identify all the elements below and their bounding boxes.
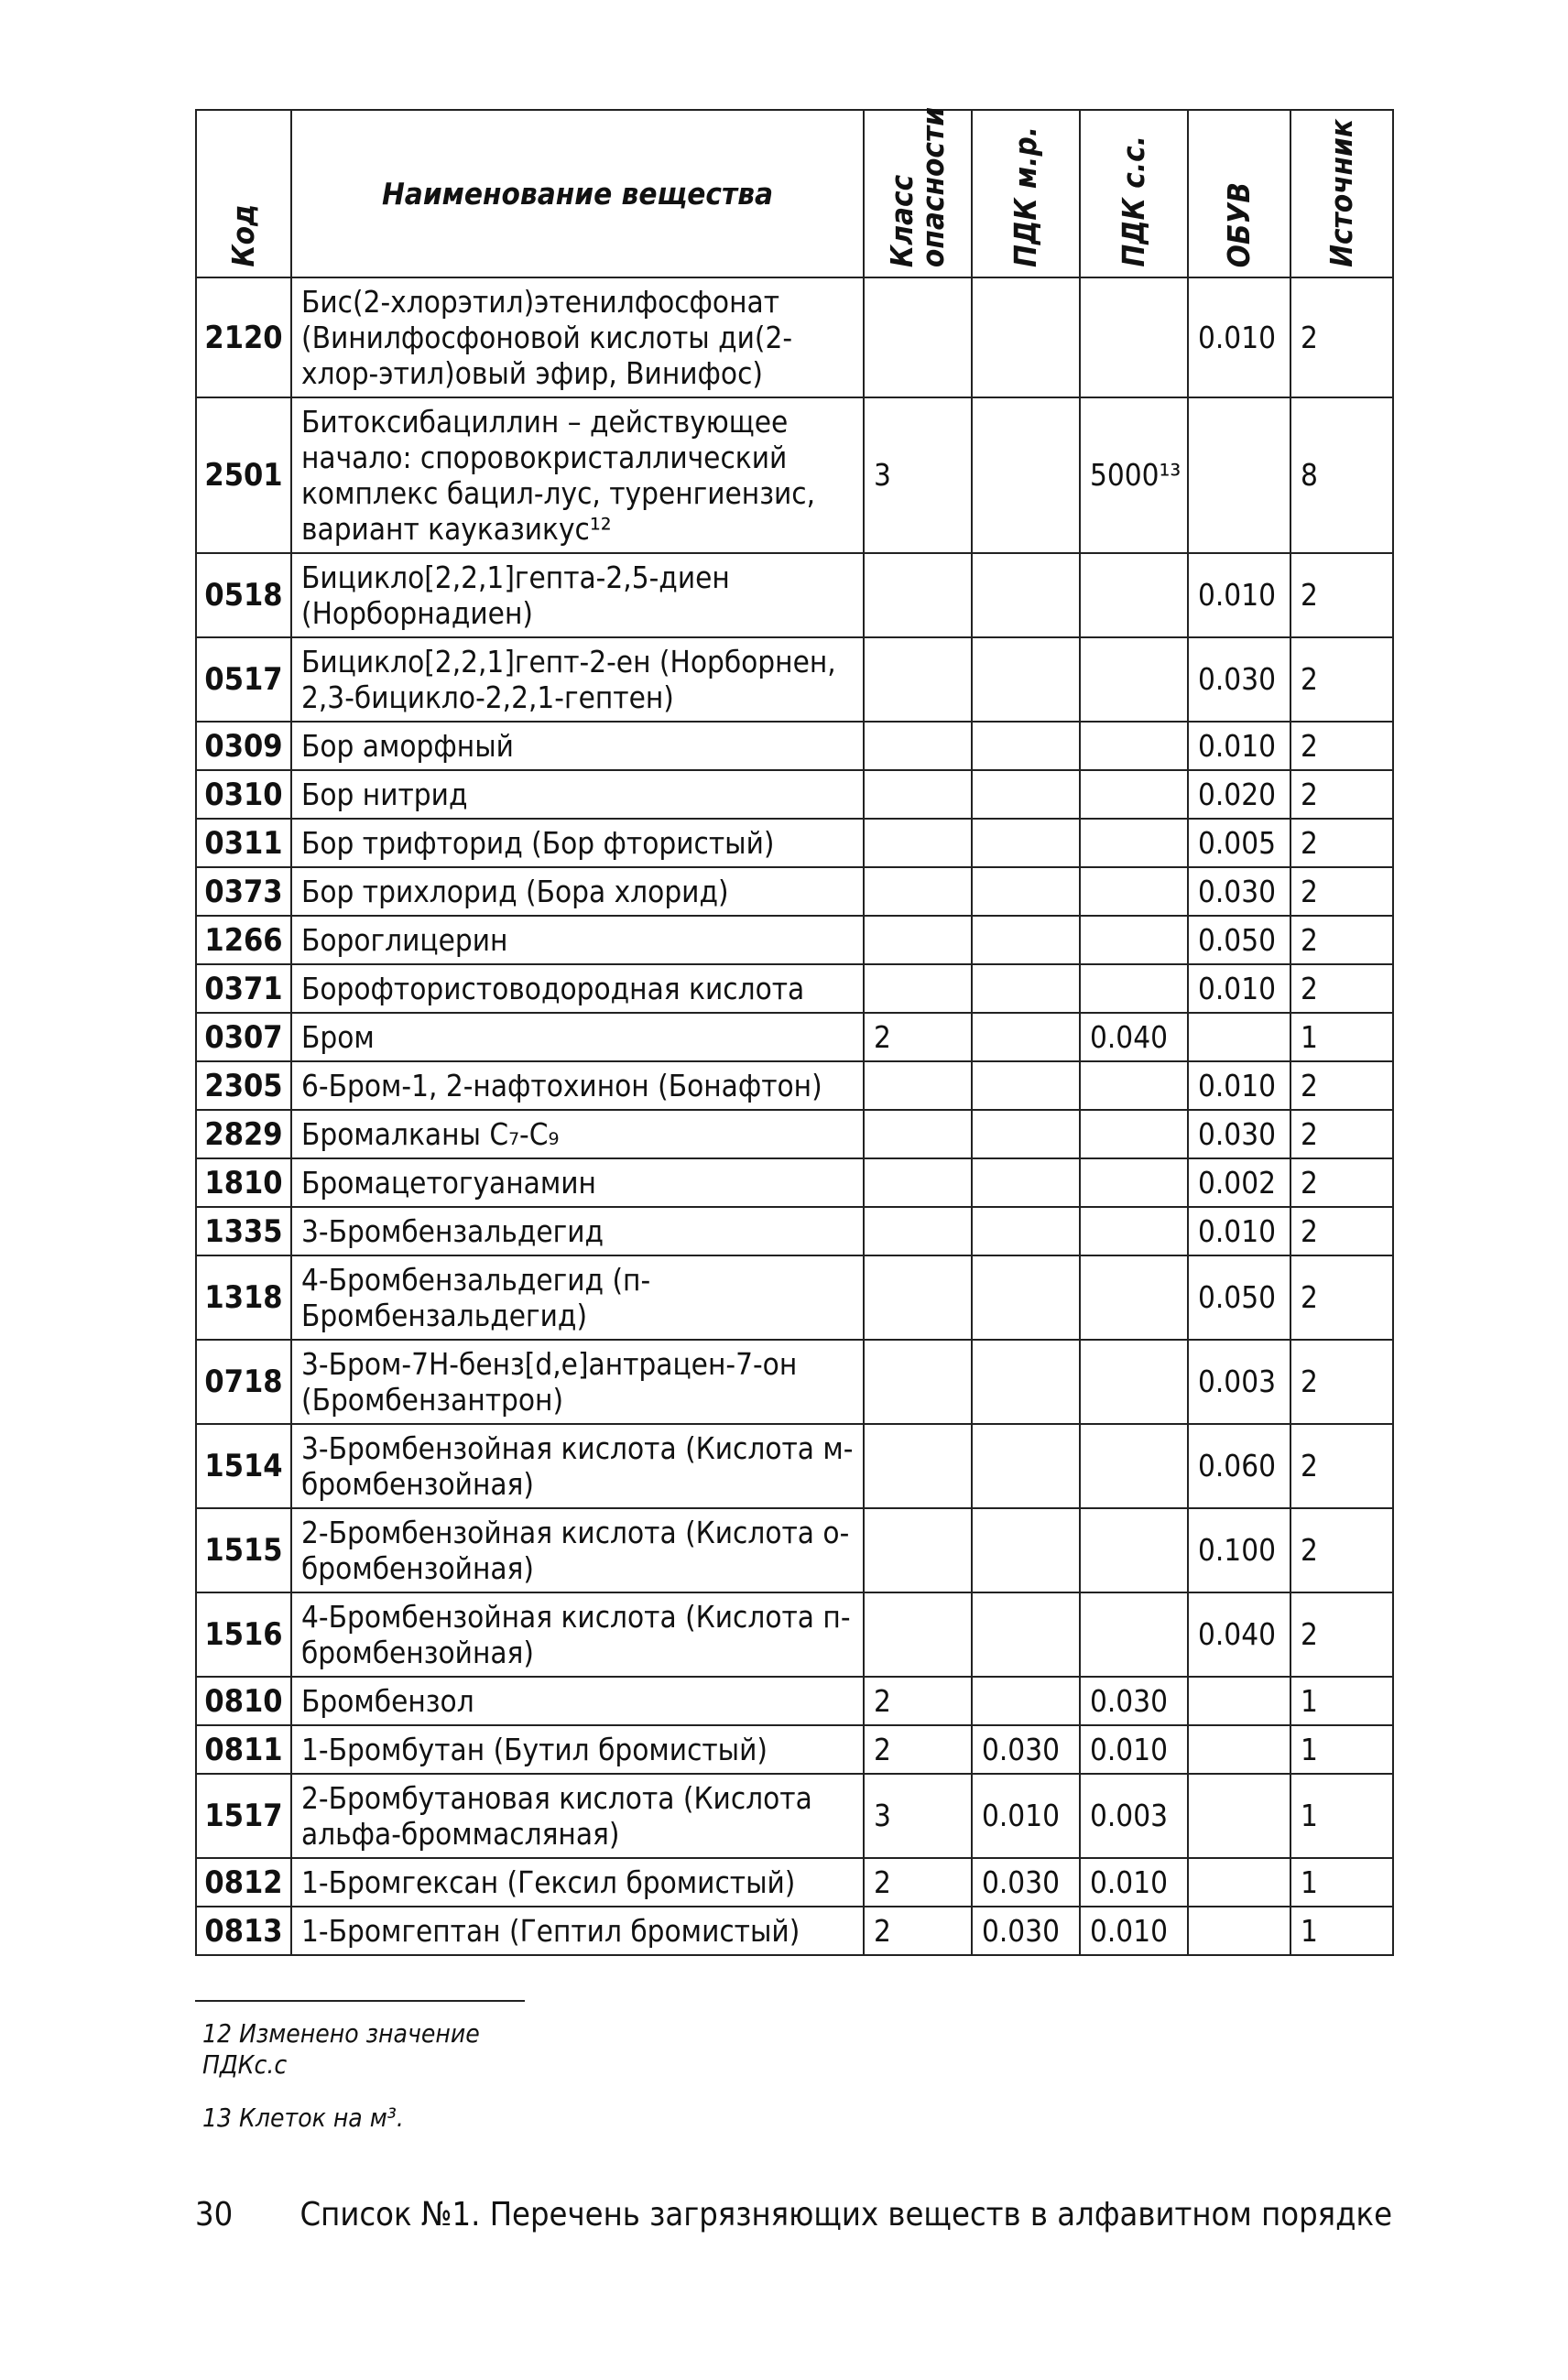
cell-hazard-class (864, 1340, 972, 1424)
cell-pdk-ss (1080, 553, 1188, 637)
cell-obuv (1188, 1013, 1290, 1061)
cell-pdk-mr (972, 1158, 1080, 1207)
cell-obuv (1188, 1858, 1290, 1907)
cell-obuv: 0.010 (1188, 964, 1290, 1013)
cell-name: Бор трихлорид (Бора хлорид) (291, 867, 864, 916)
cell-obuv: 0.010 (1188, 1061, 1290, 1110)
table-row (196, 1725, 1393, 1774)
cell-name: Борофтористоводородная кислота (291, 964, 864, 1013)
header-code: Код (196, 110, 291, 277)
cell-pdk-ss (1080, 1207, 1188, 1255)
cell-source: 2 (1290, 1110, 1393, 1158)
cell-pdk-mr: 0.030 (972, 1725, 1080, 1774)
cell-pdk-mr (972, 1061, 1080, 1110)
cell-pdk-mr (972, 770, 1080, 819)
cell-obuv: 0.010 (1188, 722, 1290, 770)
cell-hazard-class: 2 (864, 1725, 972, 1774)
cell-code: 1318 (196, 1255, 291, 1340)
cell-source: 2 (1290, 916, 1393, 964)
table-row (196, 916, 1393, 964)
footnote-divider (195, 2000, 525, 2002)
cell-source: 2 (1290, 867, 1393, 916)
table-row (196, 1061, 1393, 1110)
cell-code: 2829 (196, 1110, 291, 1158)
footnote-13: 13 Клеток на м³. (202, 2103, 404, 2133)
substances-table (195, 106, 1394, 1956)
cell-obuv (1188, 1907, 1290, 1955)
cell-name: 3-Бром-7H-бенз[d,e]антрацен-7-он (Бромбензантрон) (291, 1340, 864, 1424)
cell-obuv: 0.030 (1188, 637, 1290, 722)
cell-pdk-ss (1080, 277, 1188, 397)
cell-obuv (1188, 1725, 1290, 1774)
cell-pdk-mr (972, 1207, 1080, 1255)
cell-hazard-class: 2 (864, 1858, 972, 1907)
cell-name: Бром (291, 1013, 864, 1061)
cell-hazard-class (864, 1592, 972, 1677)
cell-pdk-ss (1080, 819, 1188, 867)
cell-source: 2 (1290, 1424, 1393, 1508)
cell-name: 1-Бромгептан (Гептил бромистый) (291, 1907, 864, 1955)
cell-name: Бромацетогуанамин (291, 1158, 864, 1207)
cell-code: 0307 (196, 1013, 291, 1061)
cell-name: Бромбензол (291, 1677, 864, 1725)
cell-obuv: 0.003 (1188, 1340, 1290, 1424)
cell-code: 0373 (196, 867, 291, 916)
cell-source: 2 (1290, 277, 1393, 397)
table-row (196, 553, 1393, 637)
cell-pdk-ss (1080, 1592, 1188, 1677)
cell-hazard-class (864, 867, 972, 916)
cell-source: 1 (1290, 1774, 1393, 1858)
cell-obuv: 0.010 (1188, 553, 1290, 637)
table-row (196, 1677, 1393, 1725)
cell-pdk-ss (1080, 916, 1188, 964)
cell-name: 3-Бромбензойная кислота (Кислота м-бромбензойная) (291, 1424, 864, 1508)
cell-pdk-ss: 0.030 (1080, 1677, 1188, 1725)
cell-name: Бор аморфный (291, 722, 864, 770)
cell-code: 1517 (196, 1774, 291, 1858)
page-number: 30 (195, 2196, 234, 2233)
header-obuv: ОБУВ (1188, 110, 1290, 277)
table-row (196, 1424, 1393, 1508)
cell-hazard-class (864, 770, 972, 819)
cell-code: 1810 (196, 1158, 291, 1207)
footnotes (195, 2000, 525, 2156)
cell-name: Бромалканы C₇-C₉ (291, 1110, 864, 1158)
cell-obuv: 0.050 (1188, 916, 1290, 964)
cell-pdk-mr (972, 916, 1080, 964)
cell-pdk-ss (1080, 637, 1188, 722)
cell-pdk-ss (1080, 867, 1188, 916)
cell-source: 2 (1290, 770, 1393, 819)
cell-code: 0309 (196, 722, 291, 770)
cell-name: 1-Бромгексан (Гексил бромистый) (291, 1858, 864, 1907)
cell-source: 2 (1290, 1592, 1393, 1677)
cell-hazard-class: 2 (864, 1013, 972, 1061)
cell-source: 2 (1290, 1340, 1393, 1424)
cell-hazard-class (864, 1158, 972, 1207)
cell-name: Бор трифторид (Бор фтористый) (291, 819, 864, 867)
cell-name: Бороглицерин (291, 916, 864, 964)
cell-pdk-ss: 5000¹³ (1080, 397, 1188, 553)
substances-table-container (195, 106, 1392, 1956)
running-title: Список №1. Перечень загрязняющих веществ в алфавитном порядке (299, 2196, 1392, 2233)
cell-code: 0813 (196, 1907, 291, 1955)
cell-hazard-class: 2 (864, 1907, 972, 1955)
cell-pdk-ss (1080, 1255, 1188, 1340)
cell-source: 2 (1290, 722, 1393, 770)
table-row (196, 277, 1393, 397)
cell-hazard-class (864, 1207, 972, 1255)
table-row (196, 1508, 1393, 1592)
cell-pdk-mr (972, 1110, 1080, 1158)
cell-pdk-mr (972, 637, 1080, 722)
cell-pdk-ss: 0.010 (1080, 1858, 1188, 1907)
cell-source: 2 (1290, 1207, 1393, 1255)
cell-pdk-mr (972, 277, 1080, 397)
cell-pdk-mr (972, 1255, 1080, 1340)
cell-source: 2 (1290, 1255, 1393, 1340)
cell-pdk-mr (972, 1592, 1080, 1677)
cell-name: Бор нитрид (291, 770, 864, 819)
cell-source: 2 (1290, 1158, 1393, 1207)
cell-pdk-ss: 0.010 (1080, 1725, 1188, 1774)
cell-hazard-class (864, 819, 972, 867)
cell-pdk-mr: 0.010 (972, 1774, 1080, 1858)
cell-source: 1 (1290, 1677, 1393, 1725)
cell-source: 1 (1290, 1858, 1393, 1907)
table-row (196, 770, 1393, 819)
cell-code: 1335 (196, 1207, 291, 1255)
cell-source: 2 (1290, 553, 1393, 637)
header-name: Наименование вещества (291, 110, 864, 277)
table-row (196, 819, 1393, 867)
cell-name: Бицикло[2,2,1]гепт-2-ен (Норборнен, 2,3-бицикло-2,2,1-гептен) (291, 637, 864, 722)
cell-source: 1 (1290, 1725, 1393, 1774)
cell-code: 0371 (196, 964, 291, 1013)
cell-pdk-mr (972, 397, 1080, 553)
cell-code: 0810 (196, 1677, 291, 1725)
cell-code: 0811 (196, 1725, 291, 1774)
cell-source: 1 (1290, 1907, 1393, 1955)
cell-hazard-class (864, 722, 972, 770)
cell-obuv: 0.040 (1188, 1592, 1290, 1677)
cell-name: 4-Бромбензойная кислота (Кислота п-бромбензойная) (291, 1592, 864, 1677)
cell-code: 1514 (196, 1424, 291, 1508)
cell-pdk-mr (972, 867, 1080, 916)
cell-source: 2 (1290, 637, 1393, 722)
cell-hazard-class (864, 1508, 972, 1592)
cell-obuv: 0.050 (1188, 1255, 1290, 1340)
table-row (196, 1592, 1393, 1677)
cell-source: 2 (1290, 1061, 1393, 1110)
header-pdk-ss: ПДК с.с. (1080, 110, 1188, 277)
cell-obuv (1188, 397, 1290, 553)
table-row (196, 1158, 1393, 1207)
cell-code: 2501 (196, 397, 291, 553)
header-hazard-class: Класс опасности (864, 110, 972, 277)
table-row (196, 964, 1393, 1013)
cell-pdk-ss (1080, 1110, 1188, 1158)
cell-pdk-mr (972, 1424, 1080, 1508)
cell-code: 0517 (196, 637, 291, 722)
table-row (196, 1340, 1393, 1424)
cell-source: 2 (1290, 964, 1393, 1013)
table-row (196, 637, 1393, 722)
cell-code: 0518 (196, 553, 291, 637)
table-body (196, 277, 1393, 1955)
table-row (196, 1013, 1393, 1061)
cell-hazard-class: 3 (864, 397, 972, 553)
cell-source: 2 (1290, 819, 1393, 867)
cell-pdk-mr (972, 1340, 1080, 1424)
cell-source: 2 (1290, 1508, 1393, 1592)
cell-pdk-mr (972, 722, 1080, 770)
cell-hazard-class (864, 1061, 972, 1110)
footnote-12: 12 Изменено значение ПДКс.с (202, 2018, 480, 2080)
cell-hazard-class (864, 1255, 972, 1340)
cell-pdk-ss (1080, 1158, 1188, 1207)
table-row (196, 1207, 1393, 1255)
table-header-row (196, 110, 1393, 277)
cell-pdk-mr (972, 1013, 1080, 1061)
cell-obuv: 0.030 (1188, 867, 1290, 916)
cell-name: Бис(2-хлорэтил)этенилфосфонат (Винилфосфоновой кислоты ди(2-хлор-этил)овый эфир, Винифос) (291, 277, 864, 397)
cell-hazard-class (864, 1424, 972, 1508)
cell-code: 1266 (196, 916, 291, 964)
cell-hazard-class (864, 964, 972, 1013)
cell-obuv: 0.060 (1188, 1424, 1290, 1508)
cell-name: 2-Бромбутановая кислота (Кислота альфа-броммасляная) (291, 1774, 864, 1858)
cell-pdk-ss (1080, 1424, 1188, 1508)
cell-source: 1 (1290, 1013, 1393, 1061)
cell-pdk-ss (1080, 964, 1188, 1013)
cell-name: 2-Бромбензойная кислота (Кислота о-бромбензойная) (291, 1508, 864, 1592)
cell-pdk-mr (972, 819, 1080, 867)
cell-obuv: 0.030 (1188, 1110, 1290, 1158)
table-row (196, 1858, 1393, 1907)
cell-code: 0812 (196, 1858, 291, 1907)
cell-source: 8 (1290, 397, 1393, 553)
cell-obuv: 0.010 (1188, 1207, 1290, 1255)
table-row (196, 867, 1393, 916)
table-row (196, 1110, 1393, 1158)
table-row (196, 722, 1393, 770)
table-row (196, 1774, 1393, 1858)
cell-obuv: 0.020 (1188, 770, 1290, 819)
cell-hazard-class (864, 277, 972, 397)
cell-hazard-class (864, 1110, 972, 1158)
cell-pdk-ss (1080, 770, 1188, 819)
cell-code: 2120 (196, 277, 291, 397)
cell-pdk-ss (1080, 1340, 1188, 1424)
cell-name: 1-Бромбутан (Бутил бромистый) (291, 1725, 864, 1774)
cell-obuv: 0.002 (1188, 1158, 1290, 1207)
cell-pdk-mr: 0.030 (972, 1907, 1080, 1955)
cell-obuv: 0.005 (1188, 819, 1290, 867)
cell-pdk-mr (972, 553, 1080, 637)
table-row (196, 1907, 1393, 1955)
cell-hazard-class (864, 916, 972, 964)
header-source: Источник (1290, 110, 1393, 277)
cell-obuv: 0.010 (1188, 277, 1290, 397)
cell-pdk-ss (1080, 1508, 1188, 1592)
cell-code: 0718 (196, 1340, 291, 1424)
cell-pdk-mr: 0.030 (972, 1858, 1080, 1907)
cell-pdk-mr (972, 1508, 1080, 1592)
cell-name: 4-Бромбензальдегид (п-Бромбензальдегид) (291, 1255, 864, 1340)
header-pdk-mr: ПДК м.р. (972, 110, 1080, 277)
cell-pdk-ss: 0.040 (1080, 1013, 1188, 1061)
table-row (196, 1255, 1393, 1340)
cell-obuv (1188, 1774, 1290, 1858)
cell-hazard-class: 2 (864, 1677, 972, 1725)
cell-code: 1515 (196, 1508, 291, 1592)
cell-pdk-mr (972, 1677, 1080, 1725)
table-row (196, 397, 1393, 553)
cell-hazard-class (864, 553, 972, 637)
cell-pdk-mr (972, 964, 1080, 1013)
cell-obuv: 0.100 (1188, 1508, 1290, 1592)
cell-pdk-ss (1080, 1061, 1188, 1110)
cell-pdk-ss (1080, 722, 1188, 770)
cell-name: 6-Бром-1, 2-нафтохинон (Бонафтон) (291, 1061, 864, 1110)
cell-code: 0310 (196, 770, 291, 819)
cell-hazard-class (864, 637, 972, 722)
cell-code: 2305 (196, 1061, 291, 1110)
cell-name: Бицикло[2,2,1]гепта-2,5-диен (Норборнадиен) (291, 553, 864, 637)
cell-name: Битоксибациллин – действующее начало: споровокристаллический комплекс бацил-лус, туренгиензис, вариант кауказикус¹² (291, 397, 864, 553)
cell-pdk-ss: 0.010 (1080, 1907, 1188, 1955)
cell-obuv (1188, 1677, 1290, 1725)
cell-code: 1516 (196, 1592, 291, 1677)
cell-code: 0311 (196, 819, 291, 867)
cell-name: 3-Бромбензальдегид (291, 1207, 864, 1255)
cell-hazard-class: 3 (864, 1774, 972, 1858)
cell-pdk-ss: 0.003 (1080, 1774, 1188, 1858)
